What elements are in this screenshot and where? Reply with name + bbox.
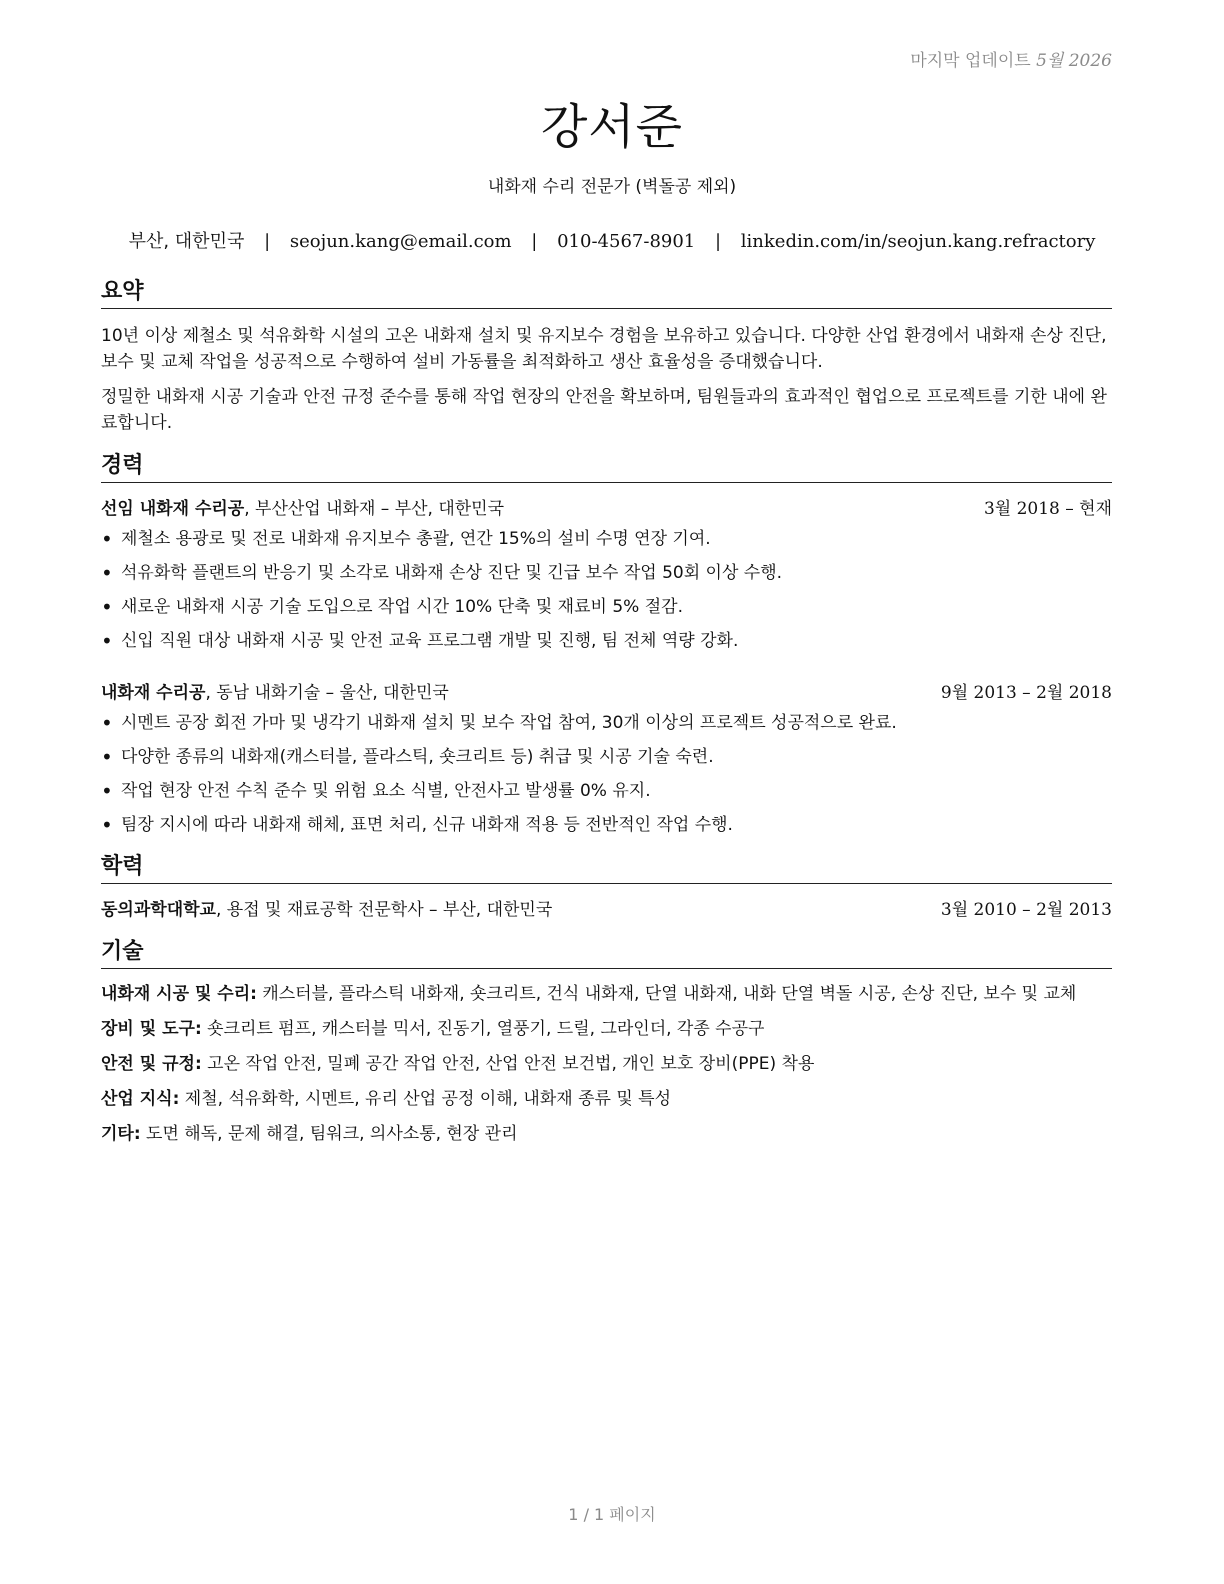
education-entry bbox=[101, 898, 1112, 922]
job-header bbox=[101, 497, 1112, 521]
job-bullet: • 작업 현장 안전 수칙 준수 및 위험 요소 식별, 안전사고 발생률 0% 유지. bbox=[101, 779, 1112, 803]
contact-separator: | bbox=[264, 231, 271, 252]
school-name: 동의과학대학교 bbox=[101, 900, 216, 920]
skill-line bbox=[101, 981, 1112, 1007]
skill-category: 안전 및 규정: bbox=[101, 1054, 202, 1074]
education-section bbox=[101, 853, 1112, 922]
summary-paragraph: 정밀한 내화재 시공 기술과 안전 규정 준수를 통해 작업 현장의 안전을 확보하며, 팀원들과의 효과적인 협업으로 프로젝트를 기한 내에 완료합니다. bbox=[101, 387, 1107, 433]
skill-category: 산업 지식: bbox=[101, 1089, 180, 1109]
contact-phone: 010-4567-8901 bbox=[557, 231, 696, 252]
last-updated-date: 5월 2026 bbox=[1036, 51, 1112, 71]
last-updated-label: 마지막 업데이트 bbox=[910, 51, 1031, 71]
skill-values: 캐스터블, 플라스틱 내화재, 숏크리트, 건식 내화재, 단열 내화재, 내화 단열 벽돌 시공, 손상 진단, 보수 및 교체 bbox=[256, 984, 1077, 1004]
skill-line bbox=[101, 1051, 1112, 1077]
job-role: 선임 내화재 수리공 bbox=[101, 499, 245, 519]
job-entry bbox=[101, 681, 1112, 837]
summary-section bbox=[101, 278, 1112, 436]
skill-values: 숏크리트 펌프, 캐스터블 믹서, 진동기, 열풍기, 드릴, 그라인더, 각종 수공구 bbox=[201, 1019, 765, 1039]
education-heading: 학력 bbox=[101, 853, 1112, 884]
job-bullet: • 시멘트 공장 회전 가마 및 냉각기 내화재 설치 및 보수 작업 참여, 30개 이상의 프로젝트 성공적으로 완료. bbox=[101, 711, 1112, 735]
summary-heading: 요약 bbox=[101, 278, 1112, 309]
experience-section bbox=[101, 452, 1112, 837]
resume-content bbox=[101, 278, 1112, 1147]
job-dates: 3월 2018 – 현재 bbox=[983, 499, 1112, 519]
job-role: 내화재 수리공 bbox=[101, 683, 206, 703]
job-bullet: • 새로운 내화재 시공 기술 도입으로 작업 시간 10% 단축 및 재료비 5% 절감. bbox=[101, 595, 1112, 619]
skills-section bbox=[101, 938, 1112, 1147]
skill-line bbox=[101, 1016, 1112, 1042]
job-entry bbox=[101, 497, 1112, 653]
summary-paragraph: 10년 이상 제철소 및 석유화학 시설의 고온 내화재 설치 및 유지보수 경험을 보유하고 있습니다. 다양한 산업 환경에서 내화재 손상 진단, 보수 및 교체 작업을 성공적으로 수행하여 설비 가동률을 최적화하고 생산 효율성을 증대했습니다. bbox=[101, 326, 1107, 372]
education-detail: , 용접 및 재료공학 전문학사 – 부산, 대한민국 bbox=[215, 900, 553, 920]
skill-category: 기타: bbox=[101, 1124, 141, 1144]
contact-separator: | bbox=[714, 231, 722, 252]
contact-line bbox=[0, 227, 1224, 253]
skill-line bbox=[101, 1086, 1112, 1112]
job-bullets bbox=[101, 527, 1112, 653]
job-header bbox=[101, 681, 1112, 705]
job-org: , 부산산업 내화재 – 부산, 대한민국 bbox=[244, 499, 505, 519]
skill-category: 내화재 시공 및 수리: bbox=[101, 984, 257, 1004]
job-bullet: • 팀장 지시에 따라 내화재 해체, 표면 처리, 신규 내화재 적용 등 전반적인 작업 수행. bbox=[101, 813, 1112, 837]
skill-values: 고온 작업 안전, 밀폐 공간 작업 안전, 산업 안전 보건법, 개인 보호 장비(PPE) 착용 bbox=[201, 1054, 815, 1074]
contact-separator: | bbox=[531, 231, 538, 252]
job-bullet: • 석유화학 플랜트의 반응기 및 소각로 내화재 손상 진단 및 긴급 보수 작업 50회 이상 수행. bbox=[101, 561, 1112, 585]
education-dates: 3월 2010 – 2월 2013 bbox=[940, 900, 1112, 920]
skill-values: 도면 해독, 문제 해결, 팀워크, 의사소통, 현장 관리 bbox=[140, 1124, 518, 1144]
contact-email[interactable]: seojun.kang@email.com bbox=[289, 231, 512, 252]
skill-line bbox=[101, 1121, 1112, 1147]
contact-location: 부산, 대한민국 bbox=[128, 231, 245, 252]
job-bullets bbox=[101, 711, 1112, 837]
skill-category: 장비 및 도구: bbox=[101, 1019, 202, 1039]
contact-linkedin[interactable]: linkedin.com/in/seojun.kang.refractory bbox=[740, 231, 1096, 252]
skill-values: 제철, 석유화학, 시멘트, 유리 산업 공정 이해, 내화재 종류 및 특성 bbox=[179, 1089, 672, 1109]
experience-heading: 경력 bbox=[101, 452, 1112, 483]
page-number: 1 / 1 페이지 bbox=[568, 1505, 656, 1524]
last-updated bbox=[910, 46, 1112, 71]
job-title: 내화재 수리 전문가 (벽돌공 제외) bbox=[487, 177, 737, 197]
job-org: , 동남 내화기술 – 울산, 대한민국 bbox=[205, 683, 449, 703]
job-bullet: • 제철소 용광로 및 전로 내화재 유지보수 총괄, 연간 15%의 설비 수명 연장 기여. bbox=[101, 527, 1112, 551]
job-dates: 9월 2013 – 2월 2018 bbox=[940, 683, 1112, 703]
job-bullet: • 다양한 종류의 내화재(캐스터블, 플라스틱, 숏크리트 등) 취급 및 시공 기술 숙련. bbox=[101, 745, 1112, 769]
job-bullet: • 신입 직원 대상 내화재 시공 및 안전 교육 프로그램 개발 및 진행, 팀 전체 역량 강화. bbox=[101, 629, 1112, 653]
candidate-name: 강서준 bbox=[540, 99, 684, 155]
skills-heading: 기술 bbox=[101, 938, 1112, 969]
